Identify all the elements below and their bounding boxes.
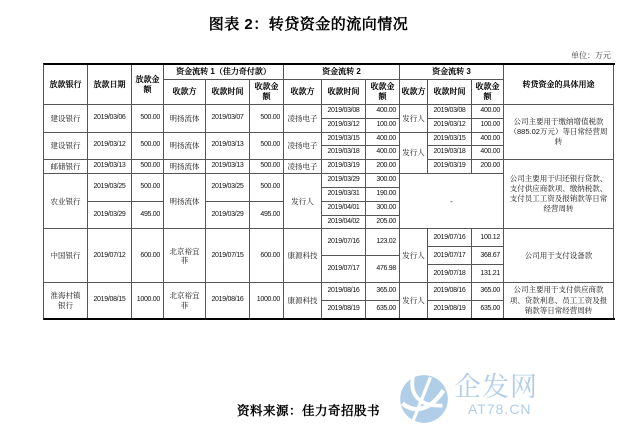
loan-amount-cell: 500.00 — [132, 105, 164, 133]
flow2-amount-cell: 205.00 — [366, 216, 400, 230]
flow2-amount-cell: 365.00 — [366, 283, 400, 301]
flow3-time-cell: 2019/03/12 — [428, 119, 472, 133]
header-flow1-payee: 收款方 — [164, 80, 206, 105]
flow2-payee-cell: 凌扬电子 — [284, 160, 322, 174]
flow1-amount-cell: 500.00 — [250, 174, 284, 202]
watermark-site-name: 企发网 — [454, 372, 538, 402]
flow3-time-cell: 2019/08/16 — [428, 283, 472, 301]
fund-flow-table — [43, 63, 615, 320]
flow2-time-cell: 2019/03/15 — [322, 133, 366, 147]
flow3-amount-cell: 368.67 — [472, 247, 504, 265]
flow2-payee-cell: 康源科技 — [284, 229, 322, 283]
flow3-payee-cell: 发行人 — [400, 283, 428, 317]
flow1-time-cell: 2019/03/29 — [206, 202, 250, 230]
loan-amount-cell: 500.00 — [132, 174, 164, 202]
flow2-amount-cell: 300.00 — [366, 202, 400, 216]
loan-amount-cell: 500.00 — [132, 133, 164, 161]
loan-date-cell: 2019/03/12 — [88, 133, 132, 161]
flow3-payee-cell: 发行人 — [400, 229, 428, 283]
flow2-time-cell: 2019/08/16 — [322, 283, 366, 301]
flow2-time-cell: 2019/04/01 — [322, 202, 366, 216]
flow2-payee-cell: 凌扬电子 — [284, 133, 322, 161]
flow3-amount-cell: 100.00 — [472, 119, 504, 133]
flow2-time-cell: 2019/07/17 — [322, 256, 366, 283]
bank-cell: 建设银行 — [44, 133, 88, 161]
flow3-amount-cell: 400.00 — [472, 146, 504, 160]
header-flow2-payee: 收款方 — [284, 80, 322, 105]
flow2-time-cell: 2019/08/19 — [322, 301, 366, 318]
bank-cell: 农业银行 — [44, 174, 88, 229]
flow1-amount-cell: 1000.00 — [250, 283, 284, 317]
flow2-amount-cell: 635.00 — [366, 301, 400, 318]
loan-amount-cell: 500.00 — [132, 160, 164, 174]
flow2-time-cell: 2019/03/08 — [322, 105, 366, 119]
flow2-amount-cell: 200.00 — [366, 160, 400, 174]
flow1-payee-cell: 北京裕宜菲 — [164, 283, 206, 317]
flow2-amount-cell: 100.00 — [366, 119, 400, 133]
flow2-amount-cell: 123.02 — [366, 229, 400, 256]
flow3-amount-cell: 635.00 — [472, 301, 504, 318]
header-bank: 放款银行 — [44, 65, 88, 105]
header-loan-amount: 放款金额 — [132, 65, 164, 105]
flow3-time-cell: 2019/03/08 — [428, 105, 472, 119]
header-flow3-payee: 收款方 — [400, 80, 428, 105]
loan-date-cell: 2019/07/12 — [88, 229, 132, 283]
flow1-amount-cell: 500.00 — [250, 160, 284, 174]
flow2-amount-cell: 400.00 — [366, 133, 400, 147]
loan-amount-cell: 600.00 — [132, 229, 164, 283]
loan-date-cell: 2019/03/06 — [88, 105, 132, 133]
flow2-payee-cell: 康源科技 — [284, 283, 322, 317]
flow2-time-cell: 2019/04/02 — [322, 216, 366, 230]
flow1-amount-cell: 500.00 — [250, 105, 284, 133]
flow1-time-cell: 2019/03/13 — [206, 160, 250, 174]
figure-title: 图表 2：转贷资金的流向情况 — [208, 16, 409, 33]
flow1-time-cell: 2019/03/13 — [206, 133, 250, 161]
watermark-site-domain: AT78.CN — [468, 401, 532, 418]
flow3-time-cell: 2019/03/19 — [428, 160, 472, 174]
flow2-time-cell: 2019/03/18 — [322, 146, 366, 160]
header-loan-date: 放款日期 — [88, 65, 132, 105]
bank-cell: 中国银行 — [44, 229, 88, 283]
flow3-amount-cell: 400.00 — [472, 105, 504, 119]
loan-date-cell: 2019/03/29 — [88, 202, 132, 230]
document-page — [0, 13, 617, 436]
flow1-payee-cell: 明扬流体 — [164, 174, 206, 229]
flow3-time-cell: 2019/03/18 — [428, 146, 472, 160]
flow1-payee-cell: 明扬流体 — [164, 160, 206, 174]
loan-date-cell: 2019/03/25 — [88, 174, 132, 202]
flow2-time-cell: 2019/03/29 — [322, 174, 366, 188]
flow2-amount-cell: 190.00 — [366, 188, 400, 202]
header-flow1-amount: 收款金额 — [250, 80, 284, 105]
usage-cell: 公司用于支付设备款 — [504, 229, 614, 283]
flow2-payee-cell: 发行人 — [284, 174, 322, 229]
flow3-amount-cell: 131.21 — [472, 265, 504, 283]
flow1-time-cell: 2019/03/07 — [206, 105, 250, 133]
source-note: 资料来源：佳力奇招股书 — [236, 404, 380, 418]
flow2-time-cell: 2019/03/19 — [322, 160, 366, 174]
unit-note: 单位：万元 — [571, 51, 611, 60]
flow2-amount-cell: 300.00 — [366, 174, 400, 188]
flow3-amount-cell: 200.00 — [472, 160, 504, 174]
flow1-amount-cell: 500.00 — [250, 133, 284, 161]
flow3-time-cell: 2019/03/15 — [428, 133, 472, 147]
header-flow3: 资金流转 3 — [400, 65, 504, 80]
flow2-payee-cell: 凌扬电子 — [284, 105, 322, 133]
usage-cell: 公司主要用于归还银行贷款、支付供应商款项、缴纳税款、支付员工工资及报销款等日常经营周转 — [504, 160, 614, 229]
flow2-time-cell: 2019/07/16 — [322, 229, 366, 256]
flow1-time-cell: 2019/08/16 — [206, 283, 250, 317]
bank-cell: 建设银行 — [44, 105, 88, 133]
flow3-payee-cell: 发行人 — [400, 133, 428, 175]
loan-date-cell: 2019/08/15 — [88, 283, 132, 317]
flow1-amount-cell: 600.00 — [250, 229, 284, 283]
loan-amount-cell: 1000.00 — [132, 283, 164, 317]
flow1-amount-cell: 495.00 — [250, 202, 284, 230]
flow3-amount-cell: 365.00 — [472, 283, 504, 301]
header-flow1: 资金流转 1（佳力奇付款） — [164, 65, 284, 80]
bank-cell: 淮海村镇银行 — [44, 283, 88, 317]
flow2-time-cell: 2019/03/31 — [322, 188, 366, 202]
flow2-amount-cell: 400.00 — [366, 105, 400, 119]
header-flow2-time: 收款时间 — [322, 80, 366, 105]
flow2-amount-cell: 400.00 — [366, 146, 400, 160]
usage-cell: 公司主要用于支付供应商款项、贷款利息、员工工资及报销款等日常经营周转 — [504, 283, 614, 317]
usage-cell: 公司主要用于缴纳增值税款（885.02万元）等日常经营周转 — [504, 105, 614, 160]
flow1-payee-cell: 明扬流体 — [164, 105, 206, 133]
header-flow3-amount: 收款金额 — [472, 80, 504, 105]
flow1-payee-cell: 北京裕宜菲 — [164, 229, 206, 283]
flow2-time-cell: 2019/03/12 — [322, 119, 366, 133]
flow3-time-cell: 2019/07/18 — [428, 265, 472, 283]
flow3-time-cell: 2019/07/17 — [428, 247, 472, 265]
bank-cell: 邮储银行 — [44, 160, 88, 174]
header-flow3-time: 收款时间 — [428, 80, 472, 105]
flow3-merged-dash-cell: - — [400, 174, 504, 229]
loan-amount-cell: 495.00 — [132, 202, 164, 230]
flow3-amount-cell: 100.12 — [472, 229, 504, 247]
flow1-time-cell: 2019/03/25 — [206, 174, 250, 202]
table-area — [43, 50, 615, 320]
header-usage: 转贷资金的具体用途 — [504, 65, 614, 105]
flow3-payee-cell: 发行人 — [400, 105, 428, 133]
flow3-time-cell: 2019/07/16 — [428, 229, 472, 247]
header-flow2-amount: 收款金额 — [366, 80, 400, 105]
flow1-payee-cell: 明扬流体 — [164, 133, 206, 161]
flow3-amount-cell: 400.00 — [472, 133, 504, 147]
loan-date-cell: 2019/03/13 — [88, 160, 132, 174]
flow3-time-cell: 2019/08/19 — [428, 301, 472, 318]
flow1-time-cell: 2019/07/15 — [206, 229, 250, 283]
header-flow2: 资金流转 2 — [284, 65, 400, 80]
flow2-amount-cell: 476.98 — [366, 256, 400, 283]
header-flow1-time: 收款时间 — [206, 80, 250, 105]
